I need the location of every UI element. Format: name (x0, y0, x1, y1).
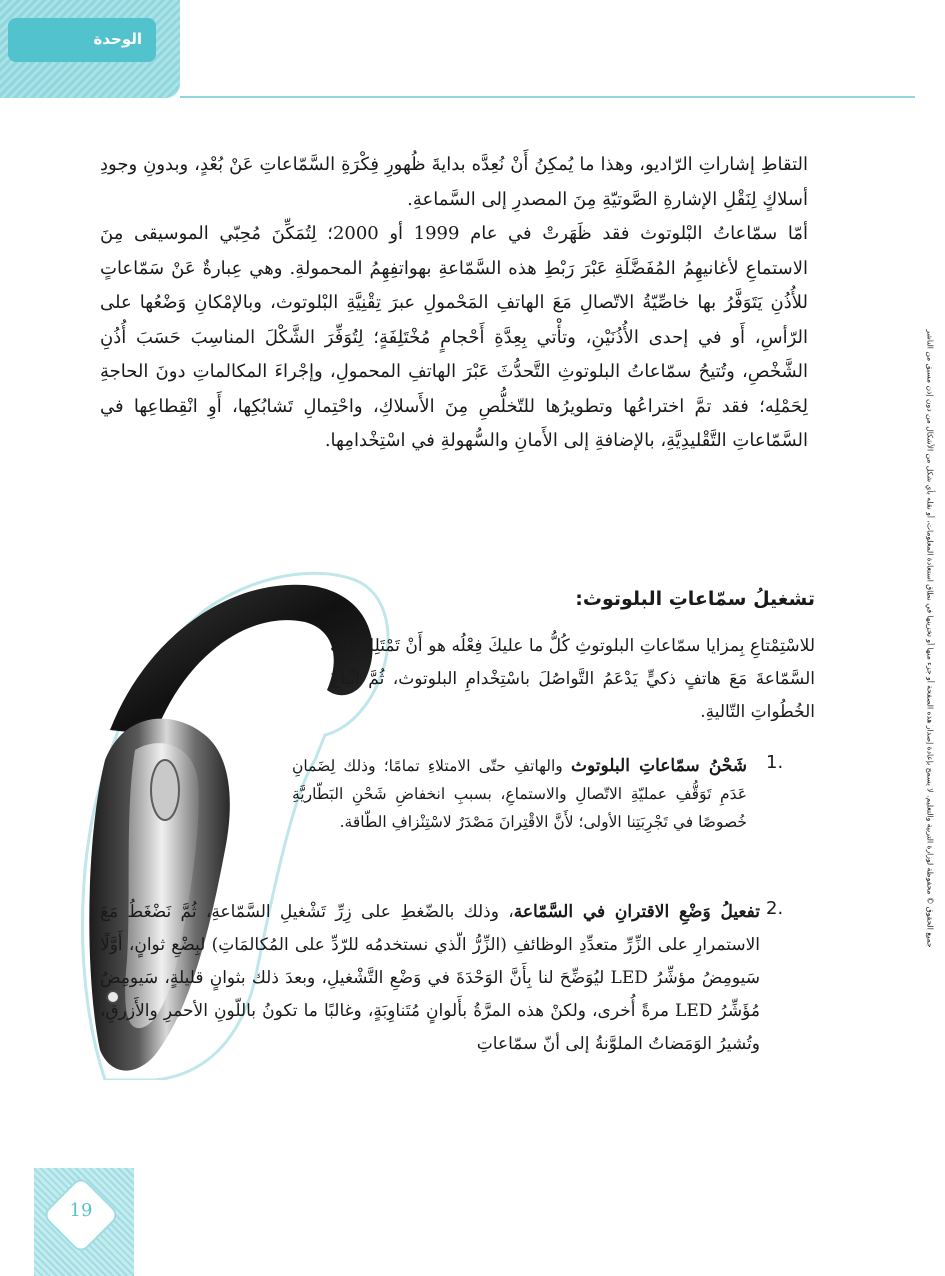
intro-paragraph-1: التقاطِ إشاراتِ الرّاديو، وهذا ما يُمكِنُ أَنْ نُعِدَّه بدايةَ ظُهورِ فِكْرَةِ السَّمّاعاتِ عَنْ بُعْدٍ، وبدونِ وجودِ أسلاكٍ لِنَقْلِ الإشارةِ الصَّوتيّةِ مِنَ المصدرِ إلى السَّماعةِ. (100, 154, 808, 210)
intro-text (100, 148, 808, 459)
header-band (0, 0, 180, 98)
section-intro: للاسْتِمْتاعِ بِمزايا سمّاعاتِ البلوتوثِ كُلُّ ما عليكَ فِعْلُه هو أَنْ تَمْتَلِكَ تلكَ السَّمّاعةَ مَعَ هاتفٍ ذكيٍّ يَدْعَمُ التَّواصُلَ باسْتِخْدامِ البلوتوث، ثُمَّ اتِّباعُ الخُطُواتِ التّاليةِ. (330, 636, 815, 722)
header-divider (180, 96, 915, 98)
step-2-text (100, 896, 760, 1061)
copyright-text: جميع الحقوق © محفوظة لوزارة التربية والتعليم. لا يسمح بإعادة إصدار هذه الصفحة أو جزء منها أو تخزينها في نطاق استعادة المعلومات، أو نقله بأي شكل من الأشكال من دون إذن مسبق من الناشر (925, 328, 935, 948)
unit-label: الوحدة (8, 18, 156, 62)
step-1-number: 1. (766, 752, 784, 773)
section-title: تشغيلُ سمّاعاتِ البلوتوث: (575, 588, 815, 610)
step-1-body: والهاتفِ حتّى الامتلاءِ تمامًا؛ وذلك لِضَمانِ عَدَمِ تَوَقُّفِ عمليّةِ الاتّصالِ والاستماعِ، بسببِ انخفاضِ شَحْنِ البَطّاريَّةِ خُصوصًا في تَجْرِبَتِنا الأولى؛ لأَنَّ الاقْتِرانَ مَصْدَرٌ لاسْتِنْزافِ الطّاقة. (292, 757, 747, 831)
step-2-number: 2. (766, 898, 784, 919)
copyright-notice (915, 0, 945, 1276)
page-number: 19 (69, 1200, 93, 1221)
step-1-heading: شَحْنُ سمّاعاتِ البلوتوث (570, 756, 747, 776)
step-2-heading: تفعيلُ وَضْعِ الاقترانِ في السَّمّاعة (513, 902, 760, 922)
step-2-body: ، وذلك بالضّغطِ على زِرِّ تَشْغيلِ السَّمّاعةِ، ثُمَّ نَضْغَطُ مَعَ الاستمرارِ على الزِّرِّ متعدِّدِ الوظائفِ (الزِّرُّ الّذي نستخدمُه للرّدِّ على المُكالمَاتِ) لبِضْعِ ثوانٍ، أَوَّلًا سَيومِضُ مؤشِّرُ LED ليُوَضِّحَ لنا بِأَنَّ الوَحْدَةَ في وَضْعِ التَّشْغيلِ، وبعدَ ذلك بثوانٍ قليلةٍ، سَيومِضُ مُؤَشِّرُ LED مرةً أُخرى، ولكنْ هذه المرَّةُ بأَلوانٍ مُتَناوِبَةٍ، وغالبًا ما تكونُ باللّونِ الأحمرِ والأَزرقِ، وتُشيرُ الوَمَضاتُ الملوَّنةُ إلى أنّ سمّاعاتِ (100, 902, 760, 1054)
step-1-text (292, 752, 747, 836)
intro-paragraph-2: أمّا سمّاعاتُ البْلوتوث فقد ظَهَرتْ في عام 1999 أو 2000؛ لِتُمَكِّنَ مُحِبّي الموسيقى مِنَ الاستماعِ لأغانيهِمُ المُفَضَّلَةِ عَبْرَ رَبْطِ هذه السَّمّاعةِ بهواتفِهِمُ المحمولةِ. وهي عِبارةٌ عَنْ سَمّاعاتٍ للأُذُنِ يَتَوَفَّرُ بها خاصِّيّةُ الاتّصالِ مَعَ الهاتفِ المَحْمولِ عبرَ تِقْنِيَّةِ البْلوتوث، وبالإمْكانِ وَضْعُها على الرّأسِ، أَو في إحدى الأُذُنَيْنِ، وتأْتي بِعِدَّةِ أَحْجامٍ مُخْتَلِفَةٍ؛ لِتُوَفِّرَ الشَّكْلَ المناسِبَ حَسَبَ أُذُنِ الشَّخْصِ، وتُتيحُ سمّاعاتُ البلوتوثِ التَّحدُّثَ عَبْرَ الهاتفِ المحمولِ، وإجْراءَ المكالماتِ دونَ الحاجةِ لِحَمْلِه؛ فقد تمَّ اختراعُها وتطويرُها للتّخلُّصِ مِنَ الأَسلاكِ، واحْتِمالِ تَشابُكِها، أَوِ انْقِطاعِها في السَّمّاعاتِ التَّقْليدِيَّةِ، بالإضافةِ إلى الأَمانِ والسُّهولةِ في اسْتِخْدامِها. (100, 223, 808, 451)
